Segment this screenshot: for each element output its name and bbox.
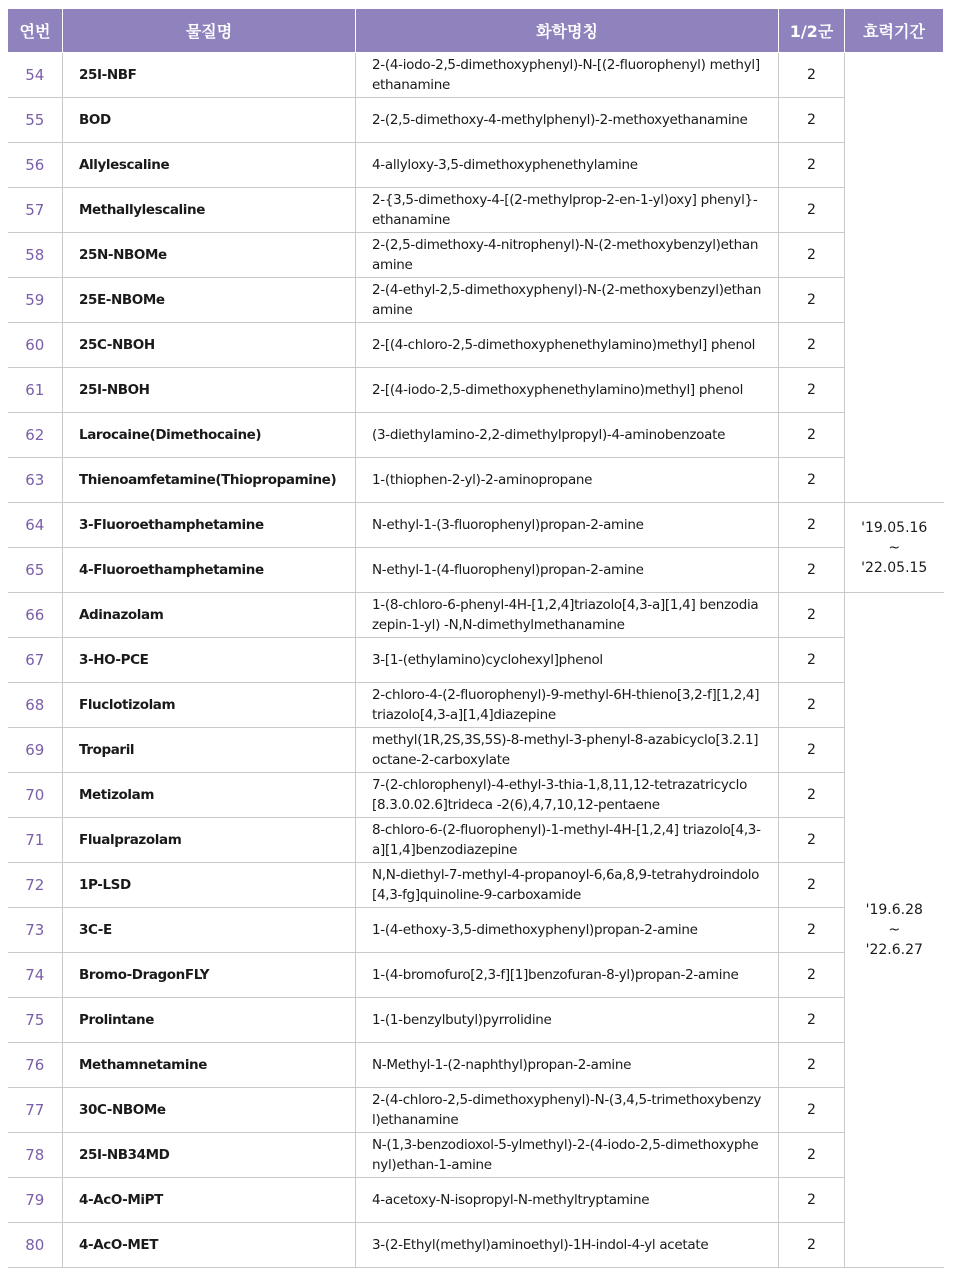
- chemical-name: 4-allyloxy-3,5-dimethoxyphenethylamine: [356, 143, 779, 188]
- group-class: 2: [779, 683, 845, 728]
- substance-name: 4-AcO-MET: [63, 1223, 356, 1268]
- group-class: 2: [779, 998, 845, 1043]
- table-row: [8, 188, 944, 233]
- substance-name: 25I-NB34MD: [63, 1133, 356, 1178]
- substance-name: 25C-NBOH: [63, 323, 356, 368]
- table-row: [8, 323, 944, 368]
- group-class: 2: [779, 143, 845, 188]
- table-row: [8, 53, 944, 98]
- row-number: 63: [8, 458, 63, 503]
- chemical-name: 2-(4-iodo-2,5-dimethoxyphenyl)-N-[(2-fluorophenyl) methyl]ethanamine: [356, 53, 779, 98]
- row-number: 70: [8, 773, 63, 818]
- row-number: 73: [8, 908, 63, 953]
- substance-name: 25I-NBF: [63, 53, 356, 98]
- substance-name: BOD: [63, 98, 356, 143]
- row-number: 67: [8, 638, 63, 683]
- row-number: 74: [8, 953, 63, 998]
- chemical-name: 2-(2,5-dimethoxy-4-nitrophenyl)-N-(2-methoxybenzyl)ethanamine: [356, 233, 779, 278]
- controlled-substances-table: [7, 8, 944, 1268]
- row-number: 55: [8, 98, 63, 143]
- substance-name: Fluclotizolam: [63, 683, 356, 728]
- chemical-name: 3-[1-(ethylamino)cyclohexyl]phenol: [356, 638, 779, 683]
- chemical-name: 2-(2,5-dimethoxy-4-methylphenyl)-2-methoxyethanamine: [356, 98, 779, 143]
- chemical-name: 1-(4-bromofuro[2,3-f][1]benzofuran-8-yl)propan-2-amine: [356, 953, 779, 998]
- table-row: [8, 1088, 944, 1133]
- chemical-name: 2-(4-chloro-2,5-dimethoxyphenyl)-N-(3,4,5-trimethoxybenzyl)ethanamine: [356, 1088, 779, 1133]
- table-row: [8, 818, 944, 863]
- group-class: 2: [779, 1178, 845, 1223]
- table-row: [8, 1223, 944, 1268]
- chemical-name: 2-(4-ethyl-2,5-dimethoxyphenyl)-N-(2-methoxybenzyl)ethanamine: [356, 278, 779, 323]
- row-number: 59: [8, 278, 63, 323]
- group-class: 2: [779, 1043, 845, 1088]
- substance-name: 3-HO-PCE: [63, 638, 356, 683]
- row-number: 76: [8, 1043, 63, 1088]
- chemical-name: 3-(2-Ethyl(methyl)aminoethyl)-1H-indol-4-yl acetate: [356, 1223, 779, 1268]
- row-number: 69: [8, 728, 63, 773]
- table-row: [8, 638, 944, 683]
- substance-name: 30C-NBOMe: [63, 1088, 356, 1133]
- table-row: [8, 1178, 944, 1223]
- table-row: [8, 1133, 944, 1178]
- substance-name: Methallylescaline: [63, 188, 356, 233]
- period-sep: ~: [888, 922, 901, 938]
- table-row: [8, 998, 944, 1043]
- group-class: 2: [779, 278, 845, 323]
- table-row: [8, 278, 944, 323]
- group-class: 2: [779, 323, 845, 368]
- table-row: [8, 908, 944, 953]
- row-number: 66: [8, 593, 63, 638]
- group-class: 2: [779, 98, 845, 143]
- row-number: 58: [8, 233, 63, 278]
- period-to: '22.05.15: [861, 559, 928, 576]
- group-class: 2: [779, 638, 845, 683]
- chemical-name: methyl(1R,2S,3S,5S)-8-methyl-3-phenyl-8-azabicyclo[3.2.1]octane-2-carboxylate: [356, 728, 779, 773]
- header-substance-name: 물질명: [63, 9, 356, 53]
- substance-name: 25N-NBOMe: [63, 233, 356, 278]
- row-number: 64: [8, 503, 63, 548]
- substance-name: 3-Fluoroethamphetamine: [63, 503, 356, 548]
- substance-name: Metizolam: [63, 773, 356, 818]
- group-class: 2: [779, 188, 845, 233]
- effective-period: [845, 593, 944, 1268]
- substance-name: Methamnetamine: [63, 1043, 356, 1088]
- row-number: 57: [8, 188, 63, 233]
- table-row: [8, 728, 944, 773]
- effective-period: [845, 503, 944, 593]
- table-row: [8, 143, 944, 188]
- substance-name: 3C-E: [63, 908, 356, 953]
- period-to: '22.6.27: [865, 942, 923, 958]
- group-class: 2: [779, 548, 845, 593]
- chemical-name: 1-(1-benzylbutyl)pyrrolidine: [356, 998, 779, 1043]
- substance-name: 25I-NBOH: [63, 368, 356, 413]
- chemical-name: 2-chloro-4-(2-fluorophenyl)-9-methyl-6H-thieno[3,2-f][1,2,4]triazolo[4,3-a][1,4]diazepine: [356, 683, 779, 728]
- substance-name: 1P-LSD: [63, 863, 356, 908]
- group-class: 2: [779, 728, 845, 773]
- table-row: [8, 503, 944, 548]
- table-row: [8, 98, 944, 143]
- chemical-name: 1-(thiophen-2-yl)-2-aminopropane: [356, 458, 779, 503]
- chemical-name: 2-[(4-chloro-2,5-dimethoxyphenethylamino)methyl] phenol: [356, 323, 779, 368]
- group-class: 2: [779, 233, 845, 278]
- substance-name: Bromo-DragonFLY: [63, 953, 356, 998]
- chemical-name: (3-diethylamino-2,2-dimethylpropyl)-4-aminobenzoate: [356, 413, 779, 458]
- substance-name: Thienoamfetamine(Thiopropamine): [63, 458, 356, 503]
- group-class: 2: [779, 908, 845, 953]
- group-class: 2: [779, 818, 845, 863]
- chemical-name: N-Methyl-1-(2-naphthyl)propan-2-amine: [356, 1043, 779, 1088]
- table-row: [8, 413, 944, 458]
- substance-name: 4-Fluoroethamphetamine: [63, 548, 356, 593]
- group-class: 2: [779, 413, 845, 458]
- group-class: 2: [779, 1133, 845, 1178]
- table-row: [8, 548, 944, 593]
- group-class: 2: [779, 1088, 845, 1133]
- row-number: 75: [8, 998, 63, 1043]
- effective-period: [845, 53, 944, 503]
- chemical-name: N,N-diethyl-7-methyl-4-propanoyl-6,6a,8,9-tetrahydroindolo[4,3-fg]quinoline-9-carboxamide: [356, 863, 779, 908]
- row-number: 65: [8, 548, 63, 593]
- group-class: 2: [779, 863, 845, 908]
- substance-name: Prolintane: [63, 998, 356, 1043]
- header-no: 연번: [8, 9, 63, 53]
- chemical-name: 1-(4-ethoxy-3,5-dimethoxyphenyl)propan-2-amine: [356, 908, 779, 953]
- row-number: 72: [8, 863, 63, 908]
- group-class: 2: [779, 593, 845, 638]
- group-class: 2: [779, 458, 845, 503]
- table-row: [8, 683, 944, 728]
- row-number: 61: [8, 368, 63, 413]
- substance-name: Allylescaline: [63, 143, 356, 188]
- group-class: 2: [779, 368, 845, 413]
- row-number: 54: [8, 53, 63, 98]
- table-row: [8, 953, 944, 998]
- row-number: 68: [8, 683, 63, 728]
- table-header-row: [8, 9, 944, 53]
- substance-name: Troparil: [63, 728, 356, 773]
- table-row: [8, 863, 944, 908]
- period-sep: ~: [888, 539, 901, 556]
- row-number: 78: [8, 1133, 63, 1178]
- row-number: 62: [8, 413, 63, 458]
- substance-name: 4-AcO-MiPT: [63, 1178, 356, 1223]
- table-row: [8, 593, 944, 638]
- table-row: [8, 1043, 944, 1088]
- table-row: [8, 773, 944, 818]
- group-class: 2: [779, 53, 845, 98]
- row-number: 80: [8, 1223, 63, 1268]
- group-class: 2: [779, 773, 845, 818]
- row-number: 56: [8, 143, 63, 188]
- group-class: 2: [779, 953, 845, 998]
- chemical-name: N-ethyl-1-(4-fluorophenyl)propan-2-amine: [356, 548, 779, 593]
- period-from: '19.05.16: [861, 519, 928, 536]
- substance-name: 25E-NBOMe: [63, 278, 356, 323]
- chemical-name: 7-(2-chlorophenyl)-4-ethyl-3-thia-1,8,11,12-tetrazatricyclo[8.3.0.02.6]trideca -2(6),4,7,10,12-pentaene: [356, 773, 779, 818]
- header-effective-period: 효력기간: [845, 9, 944, 53]
- row-number: 71: [8, 818, 63, 863]
- table-row: [8, 458, 944, 503]
- chemical-name: N-ethyl-1-(3-fluorophenyl)propan-2-amine: [356, 503, 779, 548]
- chemical-name: 1-(8-chloro-6-phenyl-4H-[1,2,4]triazolo[4,3-a][1,4] benzodiazepin-1-yl) -N,N-dimethylmethanamine: [356, 593, 779, 638]
- row-number: 77: [8, 1088, 63, 1133]
- chemical-name: 2-{3,5-dimethoxy-4-[(2-methylprop-2-en-1-yl)oxy] phenyl}-ethanamine: [356, 188, 779, 233]
- substance-name: Adinazolam: [63, 593, 356, 638]
- substance-name: Flualprazolam: [63, 818, 356, 863]
- table-row: [8, 368, 944, 413]
- chemical-name: 4-acetoxy-N-isopropyl-N-methyltryptamine: [356, 1178, 779, 1223]
- chemical-name: N-(1,3-benzodioxol-5-ylmethyl)-2-(4-iodo-2,5-dimethoxyphenyl)ethan-1-amine: [356, 1133, 779, 1178]
- table-row: [8, 233, 944, 278]
- group-class: 2: [779, 1223, 845, 1268]
- header-group: 1/2군: [779, 9, 845, 53]
- row-number: 60: [8, 323, 63, 368]
- period-from: '19.6.28: [865, 902, 923, 918]
- group-class: 2: [779, 503, 845, 548]
- table-body: [8, 53, 944, 1268]
- row-number: 79: [8, 1178, 63, 1223]
- substance-name: Larocaine(Dimethocaine): [63, 413, 356, 458]
- chemical-name: 8-chloro-6-(2-fluorophenyl)-1-methyl-4H-[1,2,4] triazolo[4,3-a][1,4]benzodiazepine: [356, 818, 779, 863]
- header-chemical-name: 화학명칭: [356, 9, 779, 53]
- chemical-name: 2-[(4-iodo-2,5-dimethoxyphenethylamino)methyl] phenol: [356, 368, 779, 413]
